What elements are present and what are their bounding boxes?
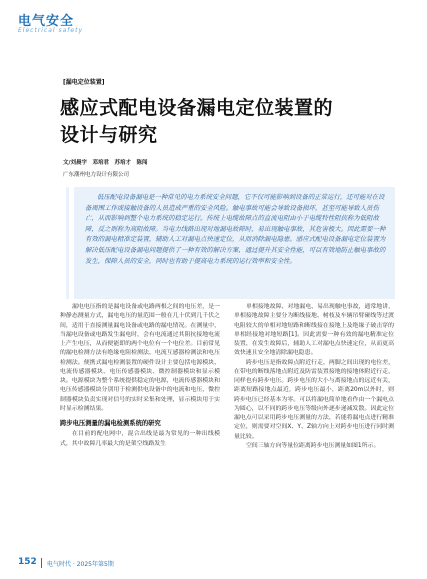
article-authors: 文/刘晨宇 邓培君 苏培才 陈闯 <box>63 160 148 166</box>
footer-divider <box>41 558 42 568</box>
body-column-left <box>60 303 220 449</box>
body-paragraph: 单相接地故障、对地漏电、易出现触电事故，通常地讲，单相接地故障主要分为断线接地、树枝及车辆吊臂碰线等过渡电阻较大的单相对地短路和断线接在接地上及绝缘子破击穿的单相经接地对地短路[1]。因此需要一种有效的漏电精准定位装置，在发生故障后，辅助人工对漏电点快速定位，从而更高效快速且安全地清除漏电隐患。 <box>234 304 394 357</box>
body-column-right <box>234 303 394 451</box>
abstract-accent <box>66 187 69 299</box>
abstract-text: 低压配电设备漏电是一种常见的电力系统安全问题，它不仅可能影响到设备的正常运行，还可能对在设备周围工作或接触设备的人员造成严重的安全风险。触电事故可能会导致设备损坏，甚至可能导致人员伤亡，从而影响到整个电力系统的稳定运行。传统上电缆故障点的直流电阻由小于电缆特性阻抗称为低阻故障，反之则称为高阻故障。当电力线路出现对地漏电故障时，易出现触电事故，其危害极大。因此需要一种有效的漏电精准定装置，辅助人工对漏电点快速定位，从而消除漏电隐患。感应式配电设备漏电定位装置为解决低压配电设备漏电问题提供了一种有效的解决方案，通过提升其安全性能，可以有效地防止触电事故的发生，保障人员的安全，同时也有助于提高电力系统的运行效率和安全性。 <box>85 193 386 265</box>
article-title-line-1: 感应式配电设备漏电定位装置的 <box>60 97 334 119</box>
page-number: 152 <box>18 557 37 567</box>
column-title: 电气安全 <box>18 14 75 29</box>
article-title-line-2: 设计与研究 <box>60 124 158 146</box>
section-tag: [漏电定位装置] <box>63 79 105 86</box>
body-paragraph: 在目前的配电网中，混合出线是最为常见的一种出线模式，其中故障几率最大的是架空线路发生 <box>60 431 220 447</box>
body-paragraph: 漏电电压指的是漏电设备或电路两根之间的电压差，是一种静态测量方式，漏电电压的量范围一般在几十伏到几千伏之间，适用于直接测量漏电设备或电路的漏电情况。在测量中，当漏电设备或电路发生漏电时，会有电流通过其阻抗接地电流上产生电压，从而便能即的两个电位有一个电位差。目前常见的漏电检测方法有绝缘电阻检测法、电流互感器检测法和电压检测法。便携式漏电检测装置的硬件设计主要包括电源模块、电流传感器模块、电压传感器模块、微控制器模块和显示模块。电源模块为整个系统提供稳定的电源，电流传感器模块和电压传感器模块分别用于检测供电设备中的电流和电压，微控制器模块负责实现对信号的实时采集和处理，显示模块用于实时显示检测结果。 <box>60 304 220 412</box>
article-affiliation: 广东潮州电力设计有限公司 <box>63 172 130 178</box>
body-paragraph: 跨步电压是指故障点附近行走，两脚之间出现的电位差，在带电的断线落地点附近及防雷装置接地的接地体附近行走，同样也有跨步电压。跨步电压的大小与离接地点的远近有关，距离短路接地点最近，跨步电压最小，距离20m以外时，则跨步电压已经基本为零。可以将漏电简单地看作由一个漏电点为圆心，以不同的跨步电压等级向外逐步递减发散。因此定位漏电点可以采用跨步电压测量的方法，若能将漏电点进行精准定位，则需要对空间X、Y、Z轴方向上对跨步电压进行同时测量比较。 <box>234 359 394 440</box>
journal-issue: 电气时代 · 2025年第5期 <box>47 561 114 568</box>
column-subtitle: Electrical safety <box>18 27 83 34</box>
section-heading: 跨步电压测量的漏电检测系统的研究 <box>60 420 161 427</box>
article-title <box>60 95 380 149</box>
body-paragraph: 空间三轴方向等量位距离跨步电压测量如图1所示。 <box>246 442 380 449</box>
